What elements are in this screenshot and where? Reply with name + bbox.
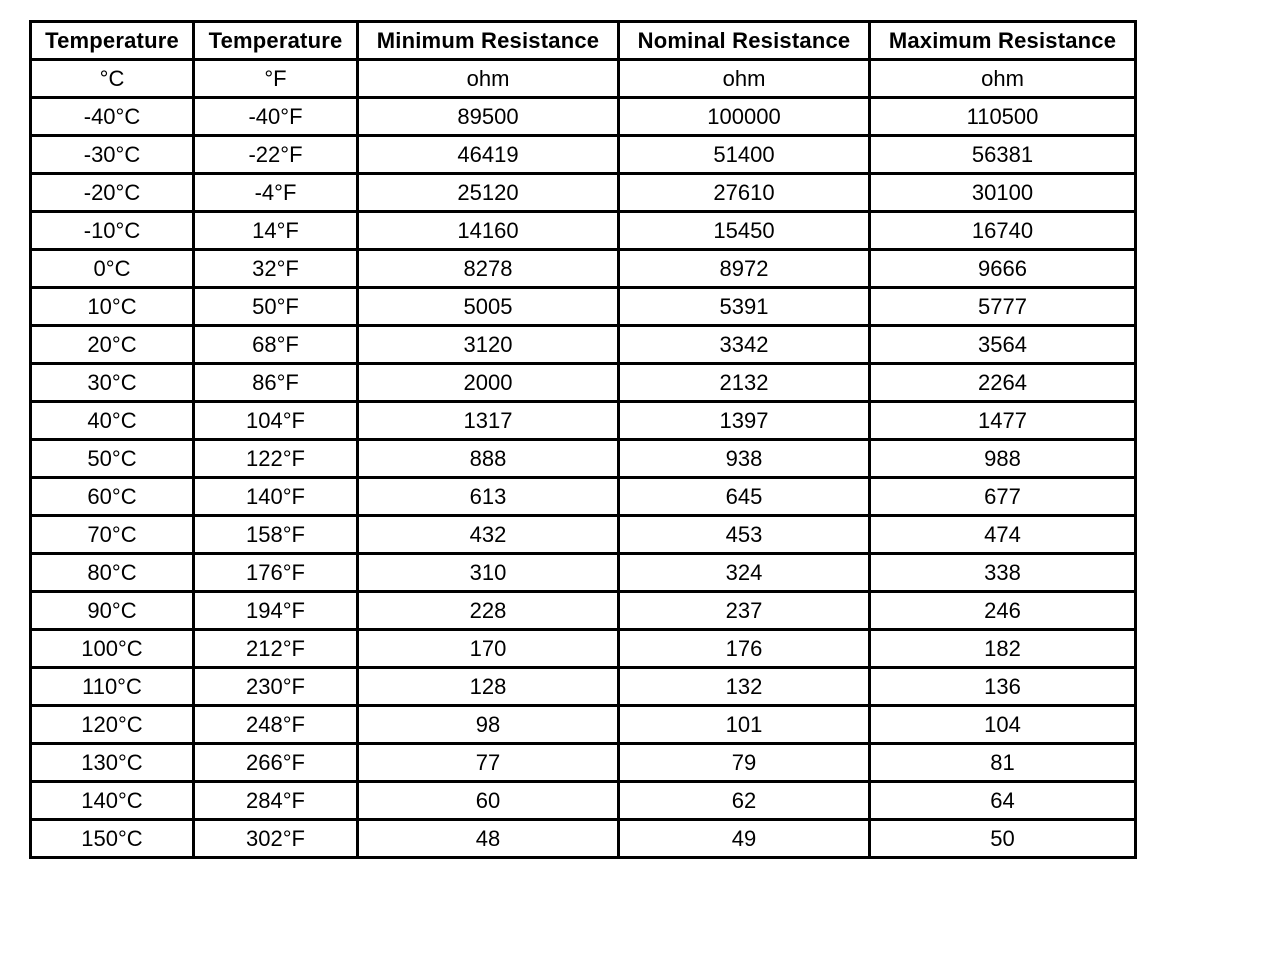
table-body [31,98,1136,858]
header-nominal-resistance: Nominal Resistance [619,22,870,60]
cell-temperature-fahrenheit: 302°F [194,820,358,858]
resistance-table [29,20,1137,859]
table-row [31,364,1136,402]
cell-temperature-fahrenheit: 68°F [194,326,358,364]
table-row [31,744,1136,782]
cell-minimum-resistance: 25120 [358,174,619,212]
cell-temperature-fahrenheit: 140°F [194,478,358,516]
header-row [31,22,1136,60]
cell-maximum-resistance: 182 [870,630,1136,668]
table-row [31,554,1136,592]
cell-temperature-celsius: 80°C [31,554,194,592]
cell-minimum-resistance: 5005 [358,288,619,326]
table-row [31,782,1136,820]
cell-minimum-resistance: 8278 [358,250,619,288]
cell-nominal-resistance: 49 [619,820,870,858]
cell-nominal-resistance: 62 [619,782,870,820]
cell-temperature-celsius: 110°C [31,668,194,706]
units-row [31,60,1136,98]
cell-temperature-fahrenheit: 248°F [194,706,358,744]
cell-maximum-resistance: 2264 [870,364,1136,402]
table-row [31,820,1136,858]
cell-nominal-resistance: 1397 [619,402,870,440]
cell-nominal-resistance: 15450 [619,212,870,250]
cell-nominal-resistance: 2132 [619,364,870,402]
table-row [31,326,1136,364]
cell-nominal-resistance: 176 [619,630,870,668]
cell-maximum-resistance: 677 [870,478,1136,516]
table-row [31,212,1136,250]
cell-nominal-resistance: 237 [619,592,870,630]
cell-maximum-resistance: 246 [870,592,1136,630]
cell-minimum-resistance: 1317 [358,402,619,440]
table-row [31,516,1136,554]
cell-temperature-celsius: 70°C [31,516,194,554]
cell-maximum-resistance: 81 [870,744,1136,782]
cell-nominal-resistance: 5391 [619,288,870,326]
cell-nominal-resistance: 100000 [619,98,870,136]
table-header [31,22,1136,98]
cell-temperature-fahrenheit: 266°F [194,744,358,782]
cell-nominal-resistance: 938 [619,440,870,478]
unit-minimum-resistance: ohm [358,60,619,98]
unit-maximum-resistance: ohm [870,60,1136,98]
cell-temperature-fahrenheit: 194°F [194,592,358,630]
cell-temperature-celsius: 10°C [31,288,194,326]
cell-nominal-resistance: 132 [619,668,870,706]
table-row [31,136,1136,174]
cell-minimum-resistance: 48 [358,820,619,858]
cell-maximum-resistance: 56381 [870,136,1136,174]
cell-minimum-resistance: 77 [358,744,619,782]
cell-minimum-resistance: 613 [358,478,619,516]
table-row [31,478,1136,516]
table-row [31,250,1136,288]
header-temperature-fahrenheit: Temperature [194,22,358,60]
cell-temperature-fahrenheit: -22°F [194,136,358,174]
cell-minimum-resistance: 60 [358,782,619,820]
table-row [31,288,1136,326]
cell-maximum-resistance: 30100 [870,174,1136,212]
cell-maximum-resistance: 3564 [870,326,1136,364]
cell-nominal-resistance: 8972 [619,250,870,288]
cell-temperature-celsius: -10°C [31,212,194,250]
cell-temperature-celsius: 40°C [31,402,194,440]
cell-minimum-resistance: 98 [358,706,619,744]
cell-temperature-celsius: 50°C [31,440,194,478]
cell-maximum-resistance: 988 [870,440,1136,478]
cell-temperature-celsius: 130°C [31,744,194,782]
cell-maximum-resistance: 5777 [870,288,1136,326]
cell-temperature-fahrenheit: 14°F [194,212,358,250]
table-row [31,440,1136,478]
cell-maximum-resistance: 104 [870,706,1136,744]
cell-temperature-celsius: 100°C [31,630,194,668]
table-row [31,630,1136,668]
cell-minimum-resistance: 2000 [358,364,619,402]
cell-temperature-fahrenheit: 32°F [194,250,358,288]
cell-temperature-fahrenheit: 176°F [194,554,358,592]
cell-maximum-resistance: 338 [870,554,1136,592]
header-minimum-resistance: Minimum Resistance [358,22,619,60]
table-row [31,402,1136,440]
cell-temperature-celsius: -30°C [31,136,194,174]
unit-nominal-resistance: ohm [619,60,870,98]
table-row [31,98,1136,136]
cell-temperature-fahrenheit: 50°F [194,288,358,326]
cell-temperature-fahrenheit: 104°F [194,402,358,440]
cell-minimum-resistance: 46419 [358,136,619,174]
cell-nominal-resistance: 3342 [619,326,870,364]
cell-temperature-fahrenheit: 212°F [194,630,358,668]
cell-minimum-resistance: 3120 [358,326,619,364]
cell-minimum-resistance: 170 [358,630,619,668]
unit-fahrenheit: °F [194,60,358,98]
cell-temperature-fahrenheit: -40°F [194,98,358,136]
cell-temperature-fahrenheit: 86°F [194,364,358,402]
cell-temperature-fahrenheit: 284°F [194,782,358,820]
cell-minimum-resistance: 888 [358,440,619,478]
cell-maximum-resistance: 110500 [870,98,1136,136]
cell-maximum-resistance: 9666 [870,250,1136,288]
cell-temperature-celsius: 140°C [31,782,194,820]
cell-maximum-resistance: 50 [870,820,1136,858]
cell-minimum-resistance: 89500 [358,98,619,136]
resistance-table-container [29,20,1137,859]
cell-temperature-celsius: -40°C [31,98,194,136]
cell-minimum-resistance: 228 [358,592,619,630]
cell-maximum-resistance: 136 [870,668,1136,706]
cell-temperature-celsius: 0°C [31,250,194,288]
cell-temperature-fahrenheit: 158°F [194,516,358,554]
cell-temperature-fahrenheit: 230°F [194,668,358,706]
table-row [31,668,1136,706]
cell-minimum-resistance: 310 [358,554,619,592]
table-row [31,706,1136,744]
cell-nominal-resistance: 27610 [619,174,870,212]
cell-maximum-resistance: 474 [870,516,1136,554]
cell-nominal-resistance: 51400 [619,136,870,174]
cell-minimum-resistance: 14160 [358,212,619,250]
cell-maximum-resistance: 64 [870,782,1136,820]
cell-temperature-celsius: 60°C [31,478,194,516]
cell-minimum-resistance: 432 [358,516,619,554]
cell-temperature-celsius: 20°C [31,326,194,364]
cell-temperature-celsius: 150°C [31,820,194,858]
cell-nominal-resistance: 324 [619,554,870,592]
header-maximum-resistance: Maximum Resistance [870,22,1136,60]
table-row [31,174,1136,212]
unit-celsius: °C [31,60,194,98]
cell-temperature-celsius: 120°C [31,706,194,744]
header-temperature-celsius: Temperature [31,22,194,60]
cell-nominal-resistance: 453 [619,516,870,554]
cell-temperature-fahrenheit: 122°F [194,440,358,478]
cell-minimum-resistance: 128 [358,668,619,706]
cell-nominal-resistance: 79 [619,744,870,782]
cell-maximum-resistance: 1477 [870,402,1136,440]
cell-nominal-resistance: 645 [619,478,870,516]
cell-nominal-resistance: 101 [619,706,870,744]
cell-temperature-celsius: 90°C [31,592,194,630]
cell-temperature-celsius: -20°C [31,174,194,212]
cell-temperature-celsius: 30°C [31,364,194,402]
cell-maximum-resistance: 16740 [870,212,1136,250]
cell-temperature-fahrenheit: -4°F [194,174,358,212]
table-row [31,592,1136,630]
